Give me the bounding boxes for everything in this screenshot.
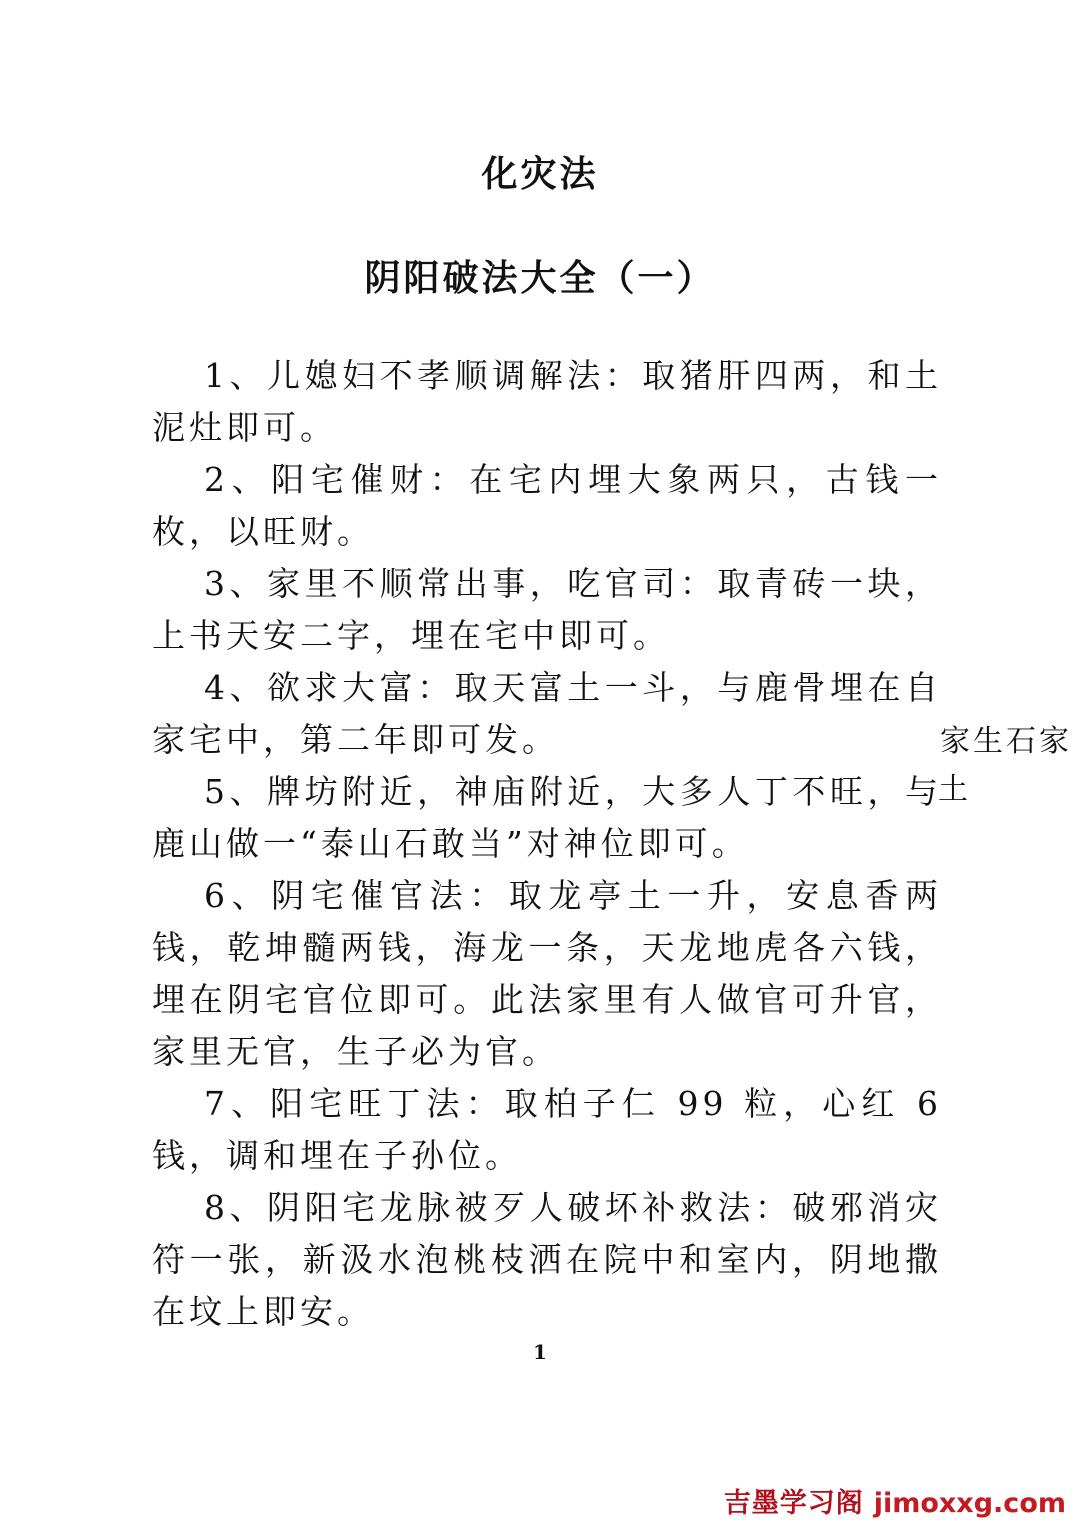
- paragraph-6: 6、阴宅催官法：取龙亭土一升，安息香两钱，乾坤髓两钱，海龙一条，天龙地虎各六钱，埋在阴宅官位即可。此法家里有人做官可升官，家里无官，生子必为官。: [152, 876, 942, 1071]
- paragraph-2: 2、阳宅催财：在宅内埋大象两只，古钱一枚，以旺财。: [152, 460, 942, 551]
- margin-note: 家生石家: [940, 724, 1072, 759]
- paragraph-3: 3、家里不顺常出事，吃官司：取青砖一块，上书天安二字，埋在宅中即可。: [152, 564, 942, 655]
- document-subtitle: 阴阳破法大全（一）: [364, 257, 716, 299]
- document-title: 化灾法: [481, 153, 599, 195]
- paragraph-8: 8、阴阳宅龙脉被歹人破坏补救法：破邪消灾符一张，新汲水泡桃枝洒在院中和室内，阴地撒在坟上即安。: [152, 1188, 942, 1331]
- paragraph-7: 7、阳宅旺丁法：取柏子仁 99 粒，心红 6 钱，调和埋在子孙位。: [152, 1084, 942, 1175]
- paragraph-5: 5、牌坊附近，神庙附近，大多人丁不旺，与鹿山做一“泰山石敢当”对神位即可。: [152, 772, 942, 863]
- watermark-domain: jimoxxg.com: [873, 1488, 1066, 1519]
- paragraph-1: 1、儿媳妇不孝顺调解法：取猪肝四两，和土泥灶即可。: [152, 356, 942, 447]
- page-number: 1: [533, 1340, 547, 1364]
- watermark: [724, 1481, 1066, 1520]
- watermark-chinese: 吉墨学习阁: [723, 1488, 864, 1519]
- margin-char: 土: [938, 772, 968, 807]
- paragraph-4: 4、欲求大富：取天富土一斗，与鹿骨埋在自家宅中，第二年即可发。: [152, 668, 942, 759]
- document-body: [152, 350, 942, 1338]
